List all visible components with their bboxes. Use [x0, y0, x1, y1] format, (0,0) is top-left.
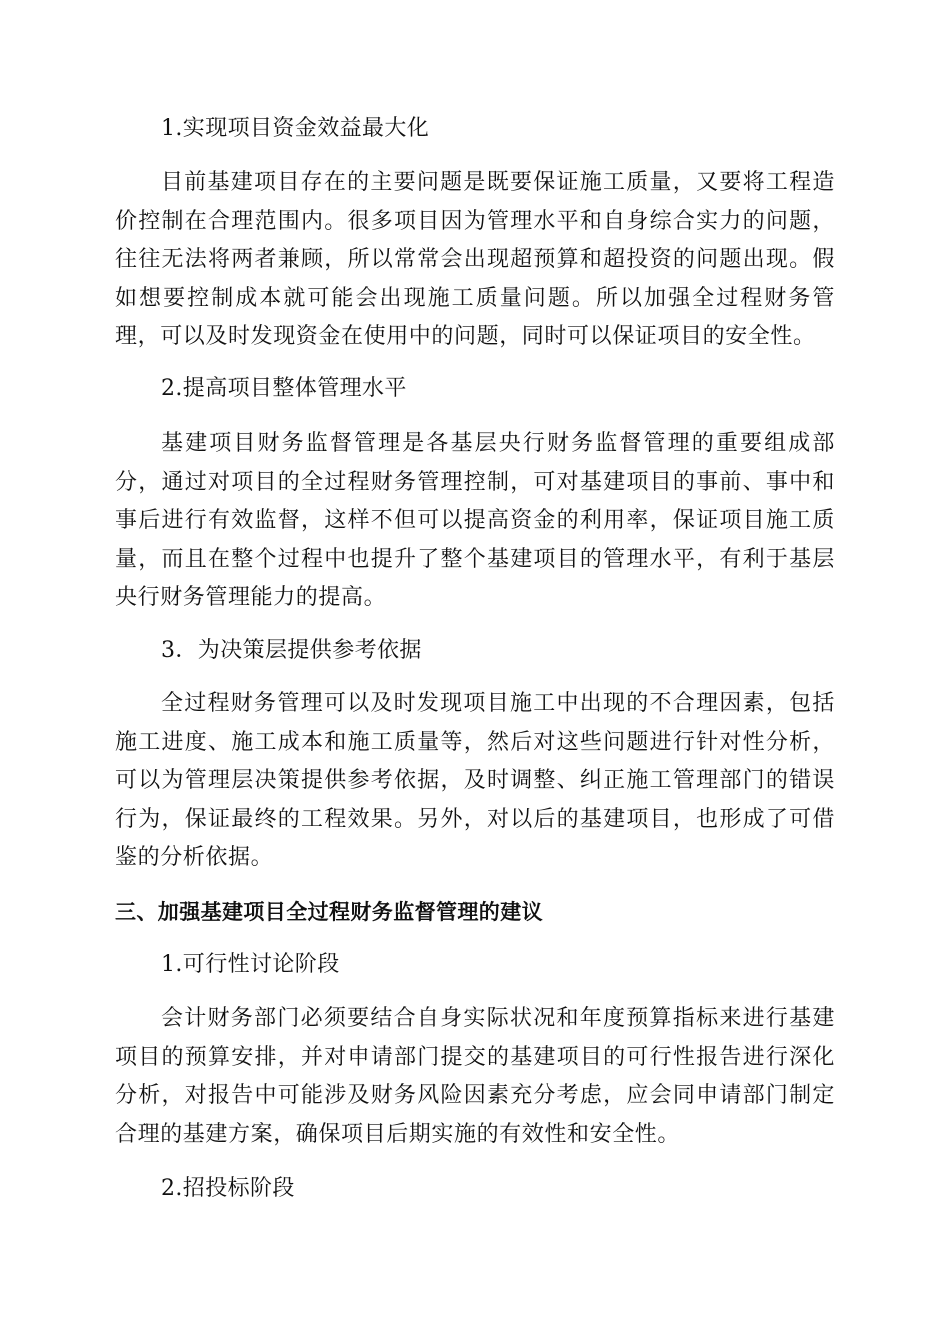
- subheading-5: 2.招投标阶段: [161, 1176, 295, 1201]
- paragraph-4: 会计财务部门必须要结合自身实际状况和年度预算指标来进行基建项目的预算安排，并对申请部门提交的基建项目的可行性报告进行深化分析，对报告中可能涉及财务风险因素充分考虑，应会同申请部门制定合理的基建方案，确保项目后期实施的有效性和安全性。: [115, 1006, 835, 1147]
- paragraph-3: 全过程财务管理可以及时发现项目施工中出现的不合理因素，包括施工进度、施工成本和施工质量等，然后对这些问题进行针对性分析，可以为管理层决策提供参考依据，及时调整、纠正施工管理部门的错误行为，保证最终的工程效果。另外，对以后的基建项目，也形成了可借鉴的分析依据。: [115, 691, 835, 870]
- subheading-4: 1.可行性讨论阶段: [161, 952, 340, 977]
- subheading-3: 3．为决策层提供参考依据: [161, 638, 422, 663]
- section-heading: 三、加强基建项目全过程财务监督管理的建议: [115, 900, 543, 924]
- subheading-1: 1.实现项目资金效益最大化: [161, 116, 430, 141]
- subheading-2: 2.提高项目整体管理水平: [161, 376, 407, 401]
- paragraph-2: 基建项目财务监督管理是各基层央行财务监督管理的重要组成部分，通过对项目的全过程财务管理控制，可对基建项目的事前、事中和事后进行有效监督，这样不但可以提高资金的利用率，保证项目施工质量，而且在整个过程中也提升了整个基建项目的管理水平，有利于基层央行财务管理能力的提高。: [115, 431, 835, 610]
- paragraph-1: 目前基建项目存在的主要问题是既要保证施工质量，又要将工程造价控制在合理范围内。很多项目因为管理水平和自身综合实力的问题，往往无法将两者兼顾，所以常常会出现超预算和超投资的问题出现。假如想要控制成本就可能会出现施工质量问题。所以加强全过程财务管理，可以及时发现资金在使用中的问题，同时可以保证项目的安全性。: [115, 170, 835, 349]
